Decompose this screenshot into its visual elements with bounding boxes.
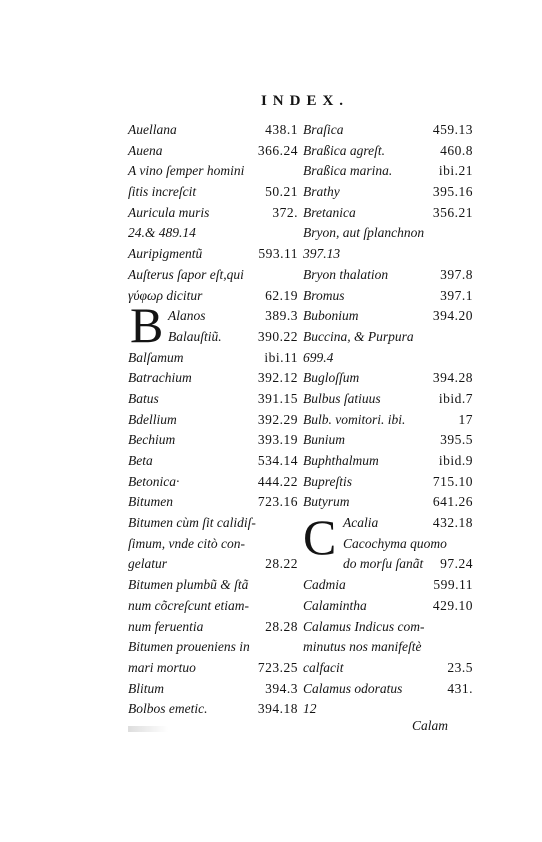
index-line [128,141,298,162]
index-line [128,451,298,472]
index-line [303,637,473,658]
page-reference: 389.3 [265,308,298,324]
index-entry: Calamus odoratus [303,680,403,696]
index-line [128,699,298,720]
index-entry: minutus nos manifeſtè [303,639,422,655]
drop-capital-c: C [303,509,337,565]
page-reference: 28.28 [265,618,298,634]
index-line [128,430,298,451]
index-line [303,430,473,451]
index-entry: Butyrum [303,494,350,510]
index-entry: A vino ſemper homini [128,163,245,179]
index-entry: Calamus Indicus com- [303,618,425,634]
index-line [303,699,473,720]
index-entry: Auellana [128,122,177,137]
index-line [303,244,473,265]
page-reference: 641.26 [432,494,473,510]
index-line [128,368,298,389]
index-entry: 397.13 [303,246,341,262]
page-reference: 593.11 [258,246,298,262]
index-line [128,596,298,617]
index-line [303,306,473,327]
index-entry: Cadmia [303,577,346,593]
index-line [128,534,298,555]
page-reference: 392.29 [257,411,298,427]
page-reference: 50.21 [265,184,298,200]
index-line [128,203,298,224]
index-line [128,575,298,596]
index-entry: 699.4 [303,349,334,365]
index-entry: Braßica marina. [303,163,393,179]
index-entry: Bromus [303,287,345,303]
running-head: INDEX. [260,93,350,109]
page-reference: 431. [447,680,473,696]
index-line [128,658,298,679]
index-entry: Bretanica [303,204,356,220]
index-entry: Braßica agreſt. [303,142,385,158]
paper-smudge [128,726,168,732]
page-reference: 723.16 [257,494,298,510]
index-line [303,286,473,307]
index-entry: Bolbos emetic. [128,701,208,717]
index-line [128,182,298,203]
page-reference: 62.19 [265,287,298,303]
page-reference: 394.18 [257,701,298,717]
index-entry: γύφωρ dicitur [128,287,203,303]
index-line [303,596,473,617]
index-line [128,389,298,410]
index-entry: num feruentia [128,618,204,634]
index-entry: Auena [128,142,163,158]
page-reference: 429.10 [432,597,473,613]
index-entry: Cacochyma quomo [343,535,447,551]
index-entry: Balauſtiũ. [168,328,222,344]
page-reference: 444.22 [257,473,298,489]
index-entry: Bubonium [303,308,359,324]
index-entry: Batus [128,390,159,406]
index-line [303,389,473,410]
catchword: Calam [412,718,449,733]
index-line [128,265,298,286]
page-reference: 460.8 [440,142,473,158]
index-entry: Bugloſſum [303,370,360,386]
page-reference: 356.21 [432,204,473,220]
page-reference: ibid.7 [438,390,473,406]
page-reference: 723.25 [257,659,298,675]
index-line [128,327,298,348]
page-reference: 390.22 [257,328,298,344]
index-line [303,410,473,431]
index-entry: Buccina, & Purpura [303,328,414,344]
index-line [128,617,298,638]
index-entry: Bitumen plumbũ & ſtã [128,577,249,593]
index-line [303,223,473,244]
page-reference: 393.19 [257,432,298,448]
index-entry: Batrachium [128,370,192,386]
page-reference: 97.24 [440,556,473,572]
index-entry: Buphthalmum [303,453,379,468]
index-line [128,306,298,327]
index-entry: Alanos [168,308,206,324]
index-entry: Bupreſtis [303,473,352,489]
index-line [128,161,298,182]
page-reference: 395.5 [440,432,473,448]
page-reference: 534.14 [257,453,298,468]
page-reference: ibi.11 [264,349,298,365]
index-entry: Brathy [303,184,340,200]
index-entry: Calamintha [303,597,367,613]
page-reference: 372. [272,204,298,220]
page-reference: 459.13 [432,122,473,137]
index-line [128,244,298,265]
index-entry: Bryon, aut ſplanchnon [303,225,425,241]
index-entry: mari mortuo [128,659,196,675]
index-entry: Braſica [303,122,344,137]
page-reference: 28.22 [265,556,298,572]
index-entry: 12 [303,701,317,717]
page-reference: 432.18 [432,515,473,531]
index-line [128,223,298,244]
index-line [303,451,473,472]
index-entry: Bitumen [128,494,173,510]
index-entry: Bryon thalation [303,266,389,282]
index-line [128,348,298,369]
page-reference: 397.1 [440,287,473,303]
page-reference: ibi.21 [438,163,473,179]
index-line [303,679,473,700]
index-line [303,534,473,555]
index-entry: ſitis increſcit [128,184,197,200]
index-entry: Bechium [128,432,176,448]
index-line [303,658,473,679]
index-entry: gelatur [128,556,167,572]
index-line [303,120,473,141]
index-entry: Betonica· [128,473,180,489]
page-reference: 395.16 [432,184,473,200]
page-reference: 17 [458,411,473,427]
index-line [303,141,473,162]
page-reference: 394.28 [432,370,473,386]
index-entry: Bulb. vomitori. ibi. [303,411,406,427]
index-entry: Beta [128,453,153,468]
index-line [303,348,473,369]
page-reference: 599.11 [433,577,473,593]
index-entry: Auricula muris [128,204,210,220]
index-line [128,637,298,658]
index-entry: Bitumen cùm ſit calidiſ- [128,515,256,531]
index-line [128,472,298,493]
index-line [303,513,473,534]
page-reference: 23.5 [447,659,473,675]
index-line [303,575,473,596]
index-line [303,265,473,286]
index-entry: Auſterus ſapor eſt,qui [128,266,244,282]
index-line [303,182,473,203]
index-line [128,513,298,534]
index-entry: 24.& 489.14 [128,225,196,241]
index-line [303,161,473,182]
index-entry: num cõcreſcunt etiam- [128,597,249,613]
page-reference: 394.20 [432,308,473,324]
index-entry: Blitum [128,680,164,696]
index-line [128,679,298,700]
page-reference: 366.24 [257,142,298,158]
index-line [303,492,473,513]
index-entry: Bitumen proueniens in [128,639,250,655]
page-reference: 391.15 [257,390,298,406]
index-entry: ſimum, vnde citò con- [128,535,245,551]
index-line [303,617,473,638]
index-line [303,327,473,348]
drop-capital-b: B [130,297,164,353]
right-column [303,120,473,720]
index-line [303,203,473,224]
index-line [303,472,473,493]
page-reference: 397.8 [440,266,473,282]
index-line [303,554,473,575]
index-entry: Bunium [303,432,345,448]
index-entry: Balſamum [128,349,184,365]
page-reference: ibid.9 [438,453,473,468]
index-line [128,120,298,141]
index-entry: Auripigmentũ [128,246,203,262]
index-line [128,554,298,575]
page-reference: 715.10 [432,473,473,489]
index-entry: Bdellium [128,411,177,427]
index-line [128,492,298,513]
index-entry: Acalia [343,515,379,531]
index-entry: do morſu ſanãt [343,556,424,572]
page-reference: 394.3 [265,680,298,696]
index-line [128,410,298,431]
index-line [303,368,473,389]
index-line [128,286,298,307]
page-reference: 438.1 [265,122,298,137]
index-entry: Bulbus ſatiuus [303,390,381,406]
index-entry: calfacit [303,659,344,675]
left-column [128,120,298,720]
page-reference: 392.12 [257,370,298,386]
